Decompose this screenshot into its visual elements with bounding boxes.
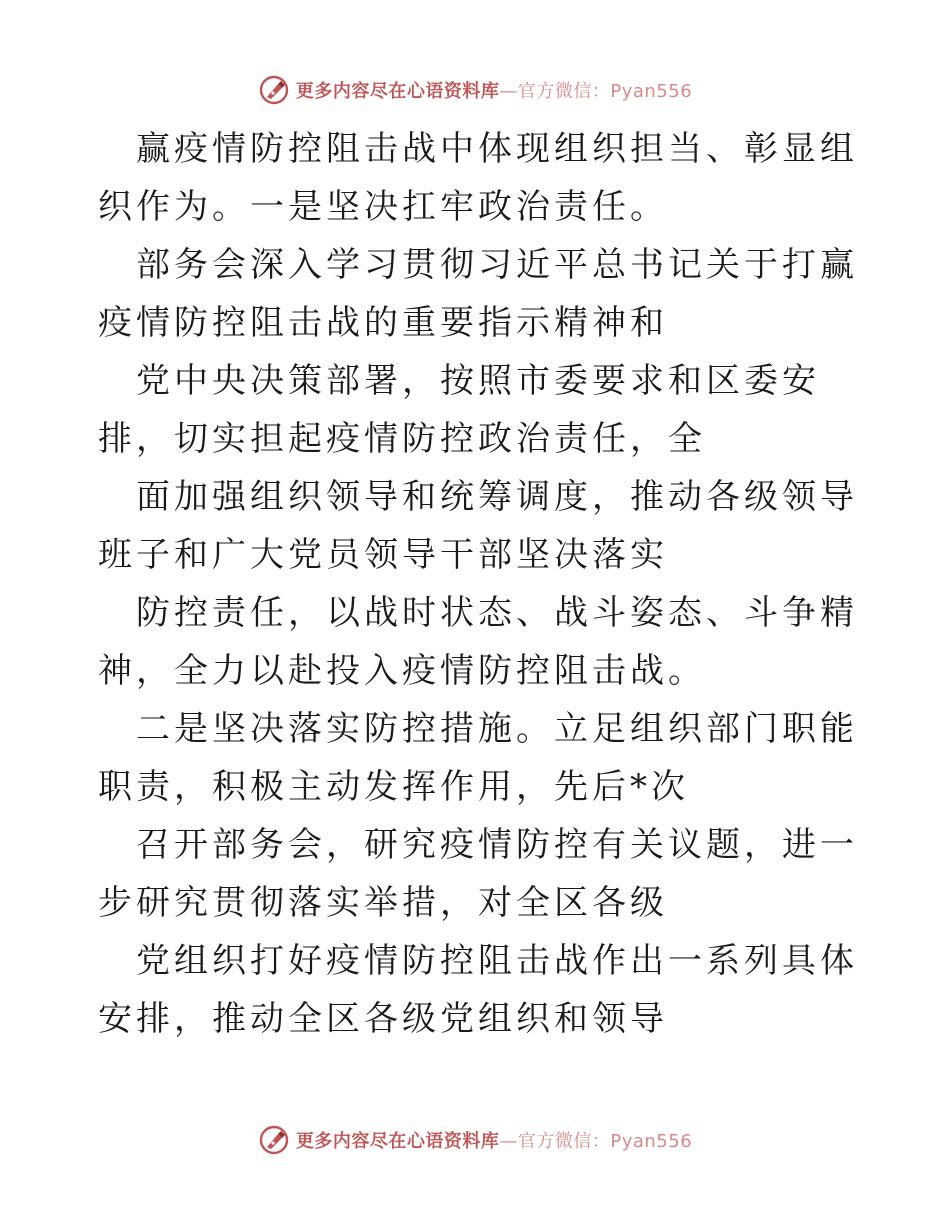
header-banner	[0, 70, 950, 110]
header-banner-wechat: —官方微信：Pyan556	[499, 81, 693, 102]
paragraph: 二是坚决落实防控措施。立足组织部门职能职责，积极主动发挥作用，先后*次	[98, 709, 858, 807]
paragraph: 党组织打好疫情防控阻击战作出一系列具体安排，推动全区各级党组织和领导	[98, 941, 858, 1039]
footer-banner-wechat: —官方微信：Pyan556	[499, 1131, 693, 1152]
document-body	[98, 120, 858, 1048]
footer-banner-site-name: 更多内容尽在心语资料库	[295, 1131, 500, 1152]
header-banner-site-name: 更多内容尽在心语资料库	[295, 81, 500, 102]
header-banner-text	[296, 77, 692, 103]
footer-banner	[0, 1120, 950, 1160]
pen-nib-logo-icon	[258, 1124, 290, 1156]
paragraph: 党中央决策部署，按照市委要求和区委安排，切实担起疫情防控政治责任，全	[98, 361, 820, 459]
pen-nib-logo-icon	[258, 74, 290, 106]
footer-banner-text	[296, 1127, 692, 1153]
paragraph: 防控责任，以战时状态、战斗姿态、斗争精神，全力以赴投入疫情防控阻击战。	[98, 593, 858, 691]
footer-banner-content	[258, 1124, 692, 1156]
paragraph: 面加强组织领导和统筹调度，推动各级领导班子和广大党员领导干部坚决落实	[98, 477, 858, 575]
paragraph: 召开部务会，研究疫情防控有关议题，进一步研究贯彻落实举措，对全区各级	[98, 825, 858, 923]
header-banner-content	[258, 74, 692, 106]
paragraph: 部务会深入学习贯彻习近平总书记关于打赢疫情防控阻击战的重要指示精神和	[98, 245, 858, 343]
paragraph: 赢疫情防控阻击战中体现组织担当、彰显组织作为。一是坚决扛牢政治责任。	[98, 129, 858, 227]
